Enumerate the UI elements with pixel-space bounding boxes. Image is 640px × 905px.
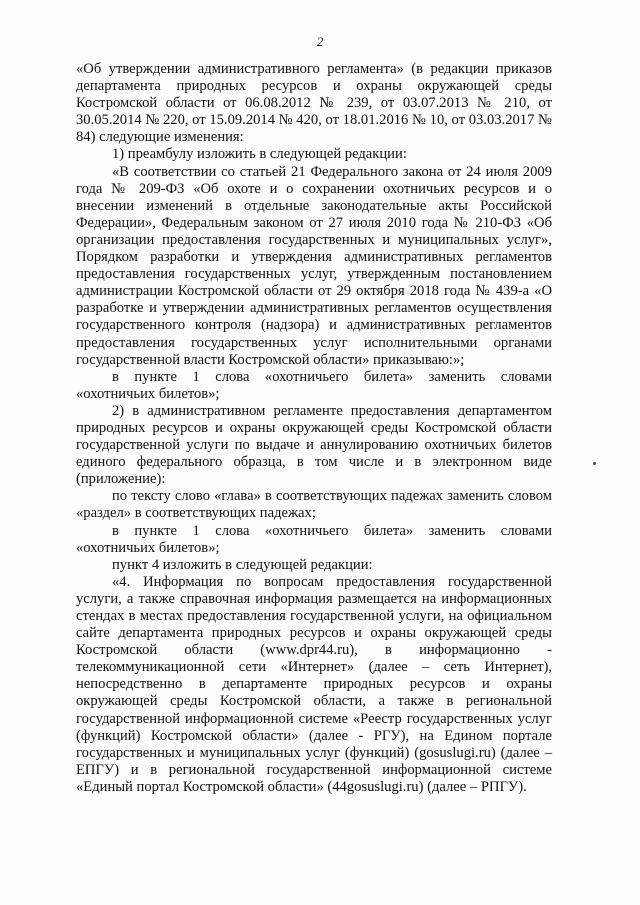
document-body (76, 61, 552, 796)
paragraph-preamble: «В соответствии со статьей 21 Федерального закона от 24 июля 2009 года № 209-ФЗ «Об охоте и о сохранении охотничьих ресурсов и о внесении изменений в отдельные законодательные акты Российской Федерации», Федеральным законом от 27 июля 2010 года № 210-ФЗ «Об организации предоставления государственных и муниципальных услуг», Порядком разработки и утверждения административных регламентов предоставления государственных услуг, утвержденным постановлением администрации Костромской области от 29 октября 2018 года № 439-а «О разработке и утверждении административных регламентов осуществления государственного контроля (надзора) и административных регламентов предоставления государственных услуг исполнительными органами государственной власти Костромской области» приказываю:»; (76, 163, 552, 368)
page-number: 2 (316, 34, 324, 49)
paragraph-point-1-change: в пункте 1 слова «охотничьего билета» заменить словами «охотничьих билетов»; (76, 368, 552, 402)
paragraph-point-1-change-2: в пункте 1 слова «охотничьего билета» заменить словами «охотничьих билетов»; (76, 522, 552, 556)
paragraph-item-1: 1) преамбулу изложить в следующей редакции: (112, 146, 407, 163)
paragraph-item-2: 2) в административном регламенте предоставления департаментом природных ресурсов и охраны окружающей среды Костромской области государственной услуги по выдаче и аннулированию охотничьих билетов единого федерального образца, в том числе и в электронном виде (приложение): (76, 402, 552, 488)
paragraph-point-4-intro: пункт 4 изложить в следующей редакции: (112, 556, 373, 573)
paragraph-intro: «Об утверждении административного регламента» (в редакции приказов департамента природных ресурсов и охраны окружающей среды Костромской области от 06.08.2012 № 239, от 03.07.2013 № 210, от 30.05.2014 № 220, от 15.09.2014 № 420, от 18.01.2016 № 10, от 03.03.2017 № 84) следующие изменения: (76, 61, 552, 146)
paragraph-point-4-text: «4. Информация по вопросам предоставления государственной услуги, а также справочная информация размещается на информационных стендах в местах предоставления государственной услуги, на официальном сайте департамента природных ресурсов и охраны окружающей среды Костромской области (www.dpr44.ru), в информационно - телекоммуникационной сети «Интернет» (далее – сеть Интернет), непосредственно в департаменте природных ресурсов и охраны окружающей среды Костромской области, а также в региональной государственной информационной системе «Реестр государственных услуг (функций) Костромской области» (далее - РГУ), на Едином портале государственных и муниципальных услуг (функций) (gosuslugi.ru) (далее – ЕПГУ) и в региональной государственной информационной системе «Единый портал Костромской области» (44gosuslugi.ru) (далее – РПГУ). (76, 573, 552, 795)
scan-speck (593, 462, 596, 465)
paragraph-chapter-replace: по тексту слово «глава» в соответствующих падежах заменить словом «раздел» в соответствующих падежах; (76, 488, 552, 522)
